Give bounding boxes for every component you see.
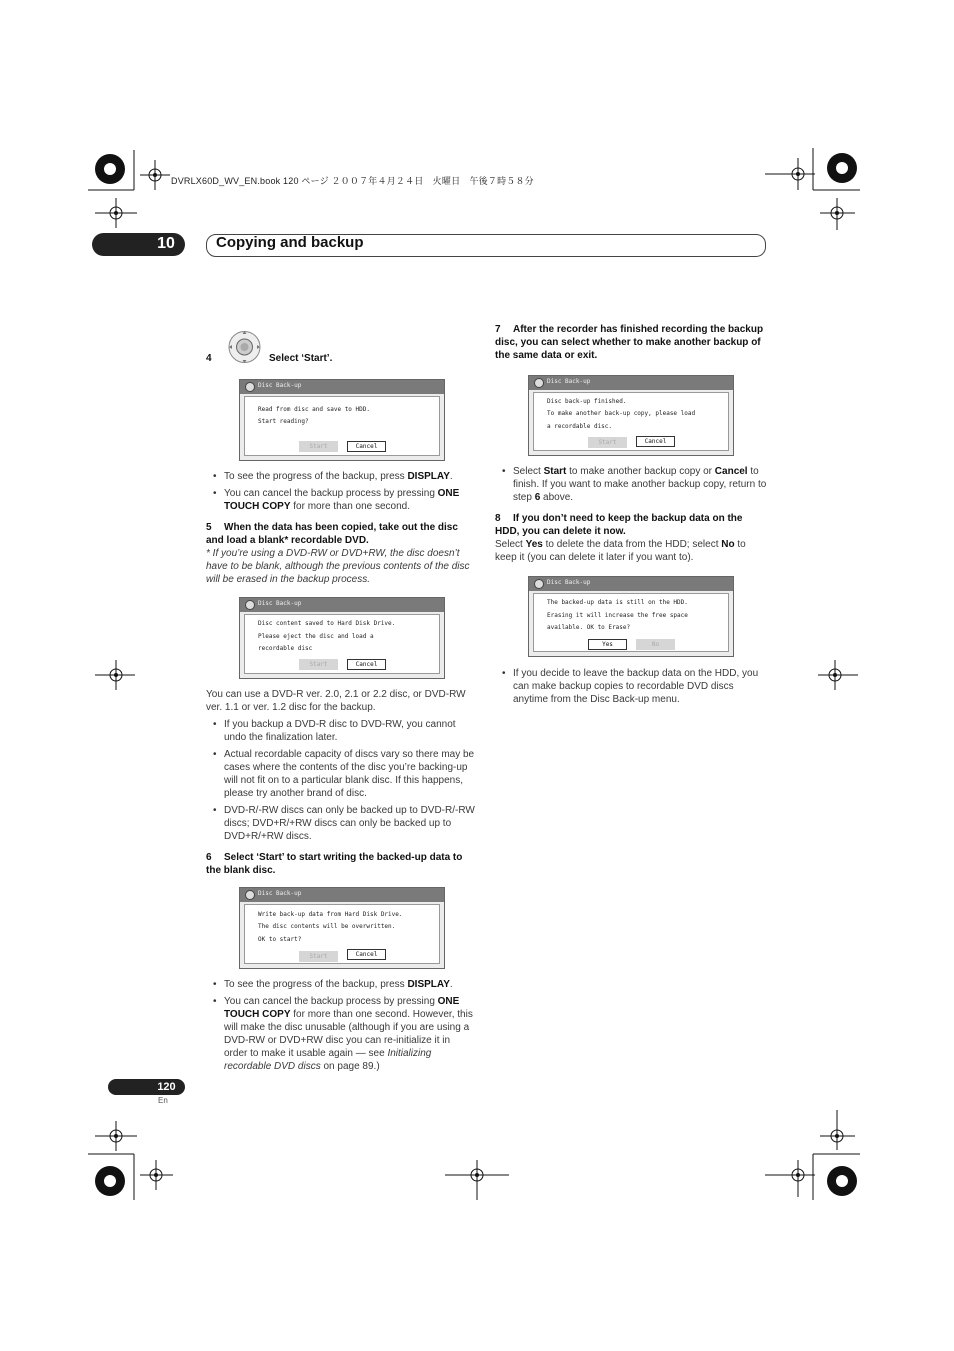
dialog-line: OK to start? <box>258 936 302 943</box>
list-item: • You can cancel the backup process by pressing ONE TOUCH COPY for more than one second. <box>206 487 476 513</box>
left-section-1 <box>206 470 476 586</box>
page-language: En <box>158 1096 168 1105</box>
list-item: • DVD-R/-RW discs can only be backed up to DVD-R/-RW discs; DVD+R/+RW discs can only be backed up to DVD+R/+RW discs. <box>206 804 476 843</box>
disc-icon <box>534 378 544 388</box>
registration-mark-mid-left <box>95 660 135 690</box>
dialog-write-backup <box>239 887 445 969</box>
dialog-title-bar <box>240 380 444 394</box>
right-section-1 <box>495 323 765 362</box>
list-item: • To see the progress of the backup, press DISPLAY. <box>206 470 476 483</box>
start-button[interactable]: Start <box>299 441 338 452</box>
dialog-line: a recordable disc. <box>547 423 613 430</box>
registration-mark-bottom-center <box>445 1160 509 1200</box>
dialog-body <box>244 396 440 456</box>
dialog-title-bar <box>240 598 444 612</box>
cancel-button[interactable]: Cancel <box>347 441 386 452</box>
list-item: • If you decide to leave the backup data on the HDD, you can make backup copies to recordable DVD discs anytime from the Disc Back-up menu. <box>495 667 767 706</box>
dialog-read-from-disc <box>239 379 445 461</box>
yes-button[interactable]: Yes <box>588 639 627 650</box>
dialog-line: Read from disc and save to HDD. <box>258 406 370 413</box>
registration-mark-bottom-right <box>765 1105 860 1200</box>
cancel-button[interactable]: Cancel <box>347 949 386 960</box>
registration-mark-mid-right <box>818 660 858 690</box>
dialog-body <box>533 392 729 451</box>
dialog-title: Disc Back-up <box>547 579 591 586</box>
chapter-title: Copying and backup <box>216 234 364 251</box>
registration-mark-top-right <box>765 148 860 233</box>
cancel-button[interactable]: Cancel <box>347 659 386 670</box>
left-section-2 <box>206 688 476 877</box>
step-8-body: Select Yes to delete the data from the HDD; select No to keep it (you can delete it later if you want to). <box>495 539 746 563</box>
registration-mark-top-center <box>140 160 170 190</box>
dialog-line: The backed-up data is still on the HDD. <box>547 599 688 606</box>
start-button[interactable]: Start <box>299 951 338 962</box>
dialog-line: Disc content saved to Hard Disk Drive. <box>258 620 396 627</box>
dialog-title: Disc Back-up <box>258 382 302 389</box>
dialog-content-saved <box>239 597 445 679</box>
dialog-line: The disc contents will be overwritten. <box>258 923 396 930</box>
disc-icon <box>245 600 255 610</box>
registration-mark-bottom-left <box>88 1105 173 1200</box>
dialog-title: Disc Back-up <box>547 378 591 385</box>
page-number: 120 <box>157 1081 176 1093</box>
step-7: 7 After the recorder has finished recording the backup disc, you can select whether to make another backup of the same data or exit. <box>495 324 764 361</box>
dialog-line: available. OK to Erase? <box>547 624 631 631</box>
step-4-number: 4 <box>206 353 212 364</box>
dialog-line: Disc back-up finished. <box>547 398 627 405</box>
disc-compat-paragraph: You can use a DVD-R ver. 2.0, 2.1 or 2.2 disc, or DVD-RW ver. 1.1 or ver. 1.2 disc for the backup. <box>206 689 466 713</box>
dialog-erase-hdd <box>528 576 734 657</box>
step-4 <box>206 353 212 364</box>
list-item: • To see the progress of the backup, press DISPLAY. <box>206 978 476 991</box>
disc-icon <box>534 579 544 589</box>
dialog-title-bar <box>529 577 733 591</box>
dialog-body <box>244 904 440 964</box>
dialog-body <box>533 593 729 652</box>
dialog-body <box>244 614 440 674</box>
cancel-button[interactable]: Cancel <box>636 436 675 447</box>
step-4-text: Select ‘Start’. <box>269 353 333 364</box>
start-button[interactable]: Start <box>588 437 627 448</box>
dialog-line: Start reading? <box>258 418 309 425</box>
dialog-title-bar <box>529 376 733 390</box>
dialog-line: Please eject the disc and load a <box>258 633 374 640</box>
right-section-2 <box>495 465 767 564</box>
dialog-title-bar <box>240 888 444 902</box>
disc-icon <box>245 890 255 900</box>
dialog-title: Disc Back-up <box>258 600 302 607</box>
step-5: 5 When the data has been copied, take out the disc and load a blank* recordable DVD. <box>206 522 458 546</box>
list-item: • Select Start to make another backup copy or Cancel to finish. If you want to make another backup copy, return to step 6 above. <box>495 465 767 504</box>
disc-icon <box>245 382 255 392</box>
list-item: • If you backup a DVD-R disc to DVD-RW, you cannot undo the finalization later. <box>206 718 476 744</box>
right-section-3 <box>495 667 767 710</box>
start-button[interactable]: Start <box>299 659 338 670</box>
dialog-line: Write back-up data from Hard Disk Drive. <box>258 911 403 918</box>
file-header: DVRLX60D_WV_EN.book 120 ページ ２００７年４月２４日 火曜日 午後７時５８分 <box>171 176 534 186</box>
step-5-note: * If you’re using a DVD-RW or DVD+RW, the disc doesn’t have to be blank, although the previous contents of the disc will be erased in the backup process. <box>206 548 470 585</box>
no-button[interactable]: No <box>636 639 675 650</box>
left-section-3 <box>206 978 476 1077</box>
dialog-line: Erasing it will increase the free space <box>547 612 688 619</box>
chapter-number: 10 <box>157 235 175 252</box>
dialog-line: recordable disc <box>258 645 313 652</box>
list-item: • Actual recordable capacity of discs vary so there may be cases where the contents of the disc you’re backing-up will not fit on to a particular blank disc. If this happens, please try another brand of disc. <box>206 748 476 800</box>
dialog-title: Disc Back-up <box>258 890 302 897</box>
step-6: 6 Select ‘Start’ to start writing the backed-up data to the blank disc. <box>206 852 463 876</box>
joystick-icon <box>228 328 261 366</box>
step-8: 8 If you don’t need to keep the backup data on the HDD, you can delete it now. <box>495 513 743 537</box>
dialog-backup-finished <box>528 375 734 456</box>
list-item: • You can cancel the backup process by pressing ONE TOUCH COPY for more than one second. However, this will make the disc unusable (although if you are using a DVD-RW or DVD+RW disc you can re-initialize it in order to make it usable again — see Initializing recordable DVD discs on page 89.) <box>206 995 476 1073</box>
dialog-line: To make another back-up copy, please load <box>547 410 696 417</box>
